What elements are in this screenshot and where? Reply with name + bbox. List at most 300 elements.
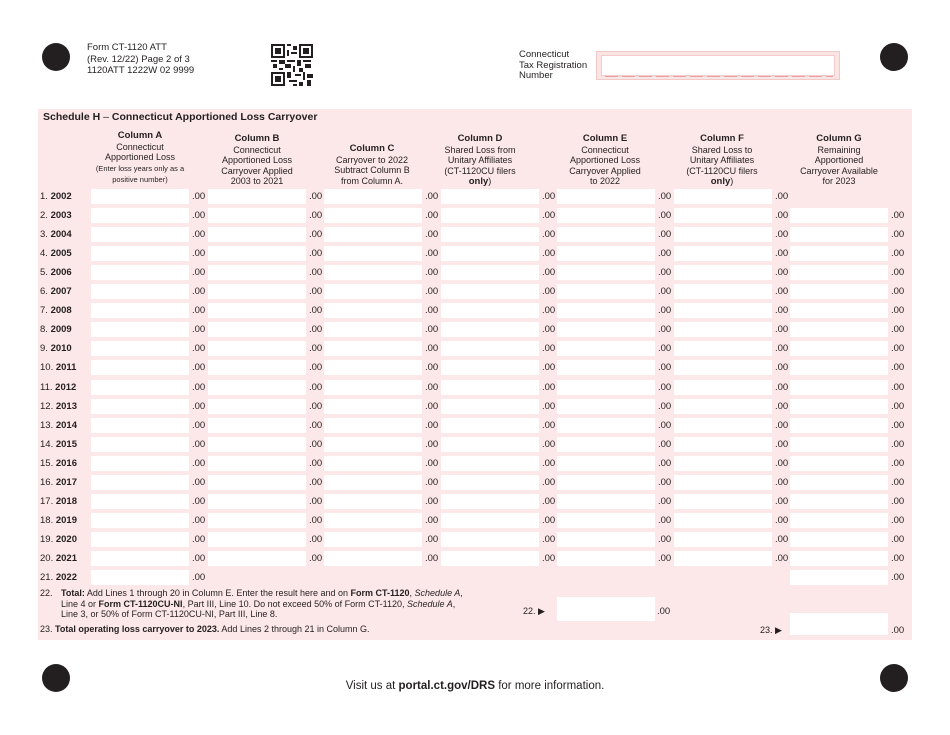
table-row xyxy=(0,398,950,417)
column-a-input[interactable] xyxy=(91,475,189,490)
column-d-input[interactable] xyxy=(441,208,539,223)
cents-suffix: .00 xyxy=(425,533,439,545)
row-year: 2002 xyxy=(50,191,72,202)
row-number: 17. xyxy=(40,495,54,507)
footer xyxy=(0,680,950,692)
column-b-input[interactable] xyxy=(208,227,306,242)
cents-suffix: .00 xyxy=(891,457,905,469)
column-desc: ) xyxy=(730,176,734,186)
column-d-input[interactable] xyxy=(441,380,539,395)
column-b-input[interactable] xyxy=(208,513,306,528)
column-desc: Unitary Affiliates xyxy=(689,155,755,165)
column-desc: Connecticut xyxy=(233,144,281,155)
row-label xyxy=(40,191,88,202)
cents-suffix: .00 xyxy=(425,457,439,469)
column-g-input[interactable] xyxy=(790,437,888,452)
cents-suffix: .00 xyxy=(425,286,439,298)
column-d-input[interactable] xyxy=(441,303,539,318)
column-e-input[interactable] xyxy=(557,208,655,223)
column-g-input[interactable] xyxy=(790,341,888,356)
schedule-title xyxy=(43,111,317,123)
column-f-input[interactable] xyxy=(674,456,772,471)
column-d-input[interactable] xyxy=(441,456,539,471)
column-g-input[interactable] xyxy=(790,380,888,395)
row-number: 16. xyxy=(40,476,54,488)
column-e-input[interactable] xyxy=(557,246,655,261)
column-e-input[interactable] xyxy=(557,284,655,299)
cents-suffix: .00 xyxy=(309,552,323,564)
column-desc: Carryover to 2022 xyxy=(335,154,409,165)
table-row xyxy=(0,417,950,436)
column-c-header xyxy=(320,143,424,186)
column-c-input[interactable] xyxy=(324,189,422,204)
column-b-input[interactable] xyxy=(208,494,306,509)
column-e-input[interactable] xyxy=(557,303,655,318)
cents-suffix: .00 xyxy=(192,381,206,393)
tax-label-line: Connecticut xyxy=(519,49,570,60)
column-d-input[interactable] xyxy=(441,494,539,509)
column-g-input[interactable] xyxy=(790,265,888,280)
column-f-input[interactable] xyxy=(674,380,772,395)
line-23-total-field[interactable] xyxy=(790,613,888,635)
cents-suffix: .00 xyxy=(425,362,439,374)
row-number: 8. xyxy=(40,324,48,336)
cents-suffix: .00 xyxy=(891,362,905,374)
column-c-input[interactable] xyxy=(324,532,422,547)
column-a-input[interactable] xyxy=(91,513,189,528)
cents-suffix: .00 xyxy=(891,572,905,583)
column-a-header xyxy=(90,130,190,185)
column-b-input[interactable] xyxy=(208,418,306,433)
row-number: 12. xyxy=(40,400,54,412)
column-e-input[interactable] xyxy=(557,227,655,242)
cents-suffix: .00 xyxy=(658,362,672,374)
cents-suffix: .00 xyxy=(775,343,789,355)
cents-suffix: .00 xyxy=(658,419,672,431)
cents-suffix: .00 xyxy=(775,305,789,317)
column-c-input[interactable] xyxy=(324,227,422,242)
column-c-input[interactable] xyxy=(324,456,422,471)
column-a-input[interactable] xyxy=(91,570,189,585)
schedule-name: Connecticut Apportioned Loss Carryover xyxy=(111,111,318,123)
cents-suffix: .00 xyxy=(425,438,439,450)
table-row xyxy=(0,455,950,474)
cents-suffix: .00 xyxy=(775,514,789,526)
cents-suffix: .00 xyxy=(775,381,789,393)
column-a-input[interactable] xyxy=(91,532,189,547)
column-f-input[interactable] xyxy=(674,341,772,356)
column-b-input[interactable] xyxy=(208,208,306,223)
line-23-text: Add Lines 2 through 21 in Column G. xyxy=(219,624,370,634)
cents-suffix: .00 xyxy=(542,419,556,431)
column-a-input[interactable] xyxy=(91,189,189,204)
cents-suffix: .00 xyxy=(891,248,905,260)
column-e-input[interactable] xyxy=(557,418,655,433)
column-d-input[interactable] xyxy=(441,322,539,337)
cents-suffix: .00 xyxy=(309,191,323,202)
column-e-input[interactable] xyxy=(557,399,655,414)
column-b-input[interactable] xyxy=(208,475,306,490)
column-d-input[interactable] xyxy=(441,265,539,280)
column-name: Column E xyxy=(582,133,628,144)
row-number: 1. xyxy=(40,191,48,202)
column-note: positive number) xyxy=(112,174,168,184)
column-d-input[interactable] xyxy=(441,399,539,414)
column-a-input[interactable] xyxy=(91,227,189,242)
column-c-input[interactable] xyxy=(324,246,422,261)
column-desc: Remaining xyxy=(817,144,861,155)
column-b-input[interactable] xyxy=(208,437,306,452)
line-22-lead: Total: xyxy=(61,588,85,598)
cents-suffix: .00 xyxy=(309,362,323,374)
column-g-input[interactable] xyxy=(790,399,888,414)
column-f-input[interactable] xyxy=(674,265,772,280)
column-a-input[interactable] xyxy=(91,494,189,509)
column-c-input[interactable] xyxy=(324,303,422,318)
column-c-input[interactable] xyxy=(324,399,422,414)
tax-label-line: Tax Registration xyxy=(519,59,588,71)
column-c-input[interactable] xyxy=(324,475,422,490)
column-a-input[interactable] xyxy=(91,322,189,337)
column-e-input[interactable] xyxy=(557,437,655,452)
row-number: 14. xyxy=(40,438,54,450)
column-a-input[interactable] xyxy=(91,341,189,356)
row-number: 21. xyxy=(40,572,54,583)
column-d-input[interactable] xyxy=(441,246,539,261)
column-g-input[interactable] xyxy=(790,322,888,337)
row-label xyxy=(40,362,88,373)
line-22-text: , xyxy=(452,598,456,609)
row-year: 2012 xyxy=(55,381,77,393)
column-a-input[interactable] xyxy=(91,303,189,318)
table-row xyxy=(0,474,950,493)
title-dash: – xyxy=(100,111,112,123)
column-f-input[interactable] xyxy=(674,189,772,204)
column-f-input[interactable] xyxy=(674,246,772,261)
cents-suffix: .00 xyxy=(309,267,323,279)
row-label xyxy=(40,401,88,412)
column-a-input[interactable] xyxy=(91,380,189,395)
column-f-input[interactable] xyxy=(674,399,772,414)
column-g-input[interactable] xyxy=(790,570,888,585)
column-name: Column A xyxy=(117,130,163,141)
cents-suffix: .00 xyxy=(309,381,323,393)
cents-suffix: .00 xyxy=(658,514,672,526)
column-e-input[interactable] xyxy=(557,189,655,204)
column-b-input[interactable] xyxy=(208,341,306,356)
registration-mark xyxy=(880,43,908,71)
column-b-input[interactable] xyxy=(208,360,306,375)
column-a-input[interactable] xyxy=(91,399,189,414)
cents-suffix: .00 xyxy=(658,324,672,336)
tax-registration-input[interactable] xyxy=(601,55,835,76)
column-desc: Carryover Applied xyxy=(569,165,641,176)
column-g-input[interactable] xyxy=(790,513,888,528)
footer-text: Visit us at xyxy=(345,680,399,692)
column-name: Column C xyxy=(349,143,395,154)
cents-suffix: .00 xyxy=(658,552,672,564)
column-f-input[interactable] xyxy=(674,437,772,452)
cents-suffix: .00 xyxy=(658,495,672,507)
row-label xyxy=(40,324,88,335)
cents-suffix: .00 xyxy=(425,400,439,412)
cents-suffix: .00 xyxy=(542,343,556,355)
row-year: 2019 xyxy=(55,514,77,526)
column-f-input[interactable] xyxy=(674,418,772,433)
column-f-input[interactable] xyxy=(674,532,772,547)
column-a-input[interactable] xyxy=(91,208,189,223)
column-g-input[interactable] xyxy=(790,208,888,223)
column-c-input[interactable] xyxy=(324,284,422,299)
column-d-input[interactable] xyxy=(441,189,539,204)
column-d-input[interactable] xyxy=(441,284,539,299)
column-a-input[interactable] xyxy=(91,284,189,299)
line-23 xyxy=(40,624,370,634)
column-desc: to 2022 xyxy=(589,176,621,186)
row-year: 2004 xyxy=(50,229,72,241)
cents-suffix: .00 xyxy=(658,343,672,355)
row-number: 10. xyxy=(40,362,54,374)
qr-code xyxy=(271,44,313,86)
line-23-number: 23. xyxy=(40,624,53,634)
cents-suffix: .00 xyxy=(891,533,905,545)
column-g-input[interactable] xyxy=(790,418,888,433)
row-year: 2022 xyxy=(55,572,77,583)
cents-suffix: .00 xyxy=(542,324,556,336)
column-e-input[interactable] xyxy=(557,265,655,280)
column-a-input[interactable] xyxy=(91,437,189,452)
column-a-input[interactable] xyxy=(91,265,189,280)
row-number: 4. xyxy=(40,248,48,260)
registration-mark xyxy=(42,43,70,71)
column-e-input[interactable] xyxy=(557,475,655,490)
cents-suffix: .00 xyxy=(309,229,323,241)
column-f-input[interactable] xyxy=(674,227,772,242)
cents-suffix: .00 xyxy=(192,248,206,260)
column-g-input[interactable] xyxy=(790,551,888,566)
column-e-input[interactable] xyxy=(557,341,655,356)
cents-suffix: .00 xyxy=(775,533,789,545)
tax-registration-number-field[interactable] xyxy=(596,51,840,80)
column-a-input[interactable] xyxy=(91,246,189,261)
column-b-input[interactable] xyxy=(208,303,306,318)
column-b-input[interactable] xyxy=(208,456,306,471)
column-c-input[interactable] xyxy=(324,265,422,280)
cents-suffix: .00 xyxy=(309,495,323,507)
column-f-input[interactable] xyxy=(674,208,772,223)
schedule-id: Schedule H xyxy=(43,111,101,123)
form-code: 1120ATT 1222W 02 9999 xyxy=(87,65,195,76)
footer-text: for more information. xyxy=(495,680,605,692)
column-c-input[interactable] xyxy=(324,513,422,528)
cents-suffix: .00 xyxy=(775,267,789,279)
column-c-input[interactable] xyxy=(324,322,422,337)
column-b-input[interactable] xyxy=(208,380,306,395)
cents-suffix: .00 xyxy=(542,533,556,545)
column-desc-bold: only xyxy=(710,176,731,187)
column-b-input[interactable] xyxy=(208,189,306,204)
line-22-text: Line 3, or 50% of Form CT-1120CU-NI, Part III, Line 8. xyxy=(61,609,278,619)
row-label xyxy=(40,382,88,393)
cents-suffix: .00 xyxy=(542,248,556,260)
column-b-input[interactable] xyxy=(208,284,306,299)
cents-suffix: .00 xyxy=(425,381,439,393)
column-g-input[interactable] xyxy=(790,456,888,471)
column-f-input[interactable] xyxy=(674,322,772,337)
row-year: 2008 xyxy=(50,305,72,317)
column-d-input[interactable] xyxy=(441,341,539,356)
column-a-input[interactable] xyxy=(91,418,189,433)
cents-suffix: .00 xyxy=(309,457,323,469)
cents-suffix: .00 xyxy=(425,210,439,222)
cents-suffix: .00 xyxy=(775,495,789,507)
column-d-input[interactable] xyxy=(441,227,539,242)
column-g-input[interactable] xyxy=(790,227,888,242)
table-row xyxy=(0,531,950,550)
column-b-input[interactable] xyxy=(208,532,306,547)
line-22-total-field[interactable] xyxy=(557,597,655,621)
cents-suffix: .00 xyxy=(192,419,206,431)
line-22-text: Line 4 or xyxy=(61,598,99,609)
column-c-input[interactable] xyxy=(324,418,422,433)
table-row xyxy=(0,321,950,340)
row-label xyxy=(40,553,88,564)
column-desc: Apportioned xyxy=(814,155,864,165)
cents-suffix: .00 xyxy=(658,229,672,241)
column-c-input[interactable] xyxy=(324,341,422,356)
column-d-input[interactable] xyxy=(441,475,539,490)
table-row xyxy=(0,550,950,569)
cents-suffix: .00 xyxy=(425,267,439,279)
table-row xyxy=(0,226,950,245)
row-label xyxy=(40,229,88,240)
column-e-input[interactable] xyxy=(557,380,655,395)
form-id: Form CT-1120 ATT xyxy=(87,42,167,53)
cents-suffix: .00 xyxy=(891,495,905,507)
column-d-input[interactable] xyxy=(441,360,539,375)
cents-suffix: .00 xyxy=(891,324,905,336)
column-e-header xyxy=(555,133,655,187)
table-row xyxy=(0,283,950,302)
column-g-input[interactable] xyxy=(790,246,888,261)
column-c-input[interactable] xyxy=(324,437,422,452)
table-row xyxy=(0,512,950,531)
line-22-instructions xyxy=(61,588,511,620)
cents-suffix: .00 xyxy=(891,419,905,431)
column-b-input[interactable] xyxy=(208,265,306,280)
column-f-input[interactable] xyxy=(674,284,772,299)
column-c-input[interactable] xyxy=(324,380,422,395)
cents-suffix: .00 xyxy=(775,400,789,412)
row-year: 2020 xyxy=(55,533,77,545)
row-year: 2013 xyxy=(55,400,77,412)
column-name: Column D xyxy=(457,133,503,144)
column-e-input[interactable] xyxy=(557,456,655,471)
cents-suffix: .00 xyxy=(542,514,556,526)
column-b-input[interactable] xyxy=(208,246,306,261)
line-22-text: , xyxy=(409,588,415,598)
cents-suffix: .00 xyxy=(542,457,556,469)
column-f-input[interactable] xyxy=(674,513,772,528)
column-a-input[interactable] xyxy=(91,360,189,375)
cents-suffix: .00 xyxy=(425,495,439,507)
column-d-input[interactable] xyxy=(441,437,539,452)
column-g-input[interactable] xyxy=(790,284,888,299)
cents-suffix: .00 xyxy=(891,343,905,355)
column-e-input[interactable] xyxy=(557,360,655,375)
form-header xyxy=(87,42,194,77)
column-desc: Subtract Column B xyxy=(334,165,410,175)
cents-suffix: .00 xyxy=(775,476,789,488)
row-label xyxy=(40,515,88,526)
column-a-input[interactable] xyxy=(91,551,189,566)
column-c-input[interactable] xyxy=(324,551,422,566)
column-g-input[interactable] xyxy=(790,475,888,490)
column-e-input[interactable] xyxy=(557,513,655,528)
table-row xyxy=(0,379,950,398)
column-d-input[interactable] xyxy=(441,532,539,547)
row-label xyxy=(40,458,88,469)
column-b-input[interactable] xyxy=(208,399,306,414)
row-number: 3. xyxy=(40,229,48,241)
column-d-input[interactable] xyxy=(441,513,539,528)
column-e-input[interactable] xyxy=(557,551,655,566)
column-c-input[interactable] xyxy=(324,208,422,223)
cents-suffix: .00 xyxy=(192,286,206,298)
column-g-input[interactable] xyxy=(790,532,888,547)
column-f-input[interactable] xyxy=(674,475,772,490)
column-f-input[interactable] xyxy=(674,360,772,375)
column-b-input[interactable] xyxy=(208,322,306,337)
column-c-input[interactable] xyxy=(324,360,422,375)
column-d-input[interactable] xyxy=(441,551,539,566)
column-a-input[interactable] xyxy=(91,456,189,471)
cents-suffix: .00 xyxy=(542,191,556,202)
column-g-input[interactable] xyxy=(790,494,888,509)
column-c-input[interactable] xyxy=(324,494,422,509)
column-desc: Apportioned Loss xyxy=(104,152,176,162)
footer-link[interactable]: portal.ct.gov/DRS xyxy=(398,680,496,692)
column-desc: ) xyxy=(488,176,492,186)
column-g-input[interactable] xyxy=(790,303,888,318)
cents-suffix: .00 xyxy=(657,606,671,617)
cents-suffix: .00 xyxy=(891,286,905,298)
column-desc: Connecticut xyxy=(116,141,164,152)
column-f-input[interactable] xyxy=(674,551,772,566)
cents-suffix: .00 xyxy=(542,381,556,393)
row-number: 2. xyxy=(40,210,48,222)
cents-suffix: .00 xyxy=(192,400,206,412)
column-b-input[interactable] xyxy=(208,551,306,566)
column-e-input[interactable] xyxy=(557,532,655,547)
cents-suffix: .00 xyxy=(891,400,905,412)
column-g-input[interactable] xyxy=(790,360,888,375)
row-year: 2011 xyxy=(55,362,77,374)
line-22-form: Form CT-1120 xyxy=(350,588,410,598)
row-label xyxy=(40,439,88,450)
column-d-input[interactable] xyxy=(441,418,539,433)
row-number: 15. xyxy=(40,457,54,469)
table-row xyxy=(0,188,950,207)
cents-suffix: .00 xyxy=(891,514,905,526)
table-row xyxy=(0,569,950,588)
column-f-input[interactable] xyxy=(674,303,772,318)
row-label xyxy=(40,305,88,316)
column-f-input[interactable] xyxy=(674,494,772,509)
cents-suffix: .00 xyxy=(309,419,323,431)
column-e-input[interactable] xyxy=(557,494,655,509)
column-e-input[interactable] xyxy=(557,322,655,337)
